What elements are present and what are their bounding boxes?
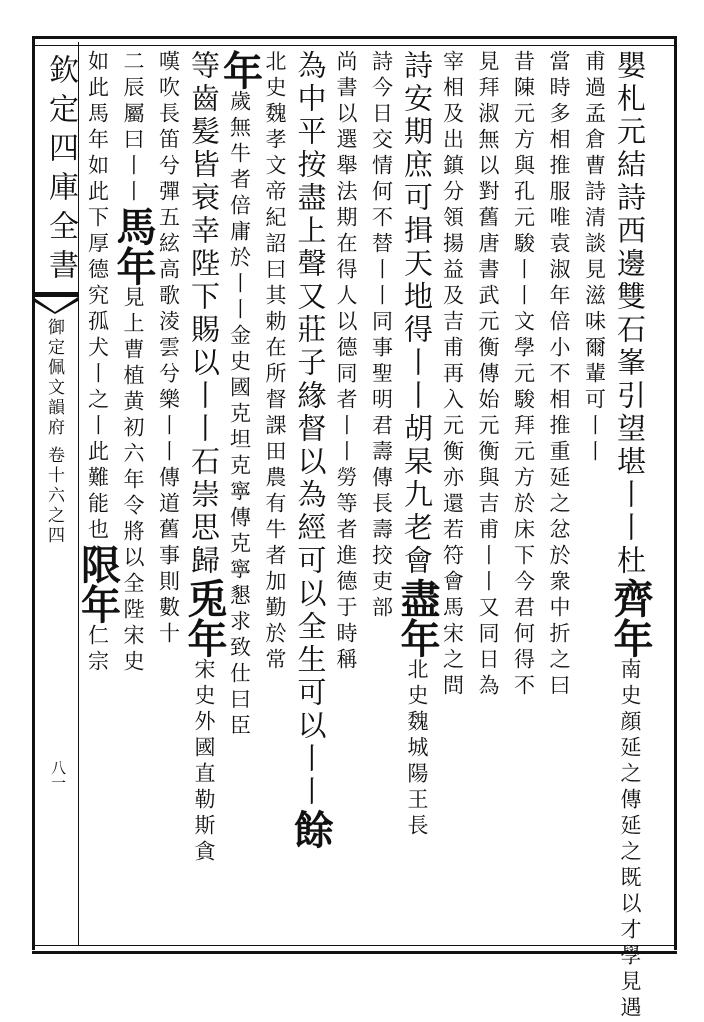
text-run: 等齒髪皆衰幸陛下賜以丨丨石崇思歸 (187, 50, 221, 578)
text-run: 二辰屬曰丨丨 (121, 50, 145, 206)
text-run: 下厚德究孤犬丨之丨此難能也 (85, 206, 110, 544)
text-run: 詩今日交情何不替丨丨同事聖明君 (369, 50, 394, 440)
headword: 年 (216, 50, 264, 90)
text-column (470, 50, 506, 700)
headword: 兎年 (181, 578, 228, 658)
text-run: 為中平按盡上聲又莊子緣督以為經可以全生可以丨丨 (293, 50, 328, 809)
text-run: 傳道舊事則數十 (156, 466, 181, 648)
text-column (577, 50, 613, 466)
text-column (257, 50, 293, 674)
text-run: 昔陳元方與孔元駿丨丨文學元駿拜元方於床下今君何得不 (511, 50, 536, 700)
text-column (541, 50, 577, 700)
text-run: 壽傳長壽挍吏部 (369, 440, 394, 622)
headword: 齊年 (607, 578, 654, 658)
text-column (607, 50, 654, 1022)
frame-right-border (674, 36, 677, 950)
text-run: 甫過孟倉曹詩清談見滋味爾輩可丨丨 (582, 50, 607, 466)
volume-label: 卷十六之四 (44, 446, 64, 546)
text-column (394, 50, 441, 840)
frame-left-border (32, 36, 35, 950)
text-column (151, 50, 187, 648)
text-column (287, 50, 335, 849)
text-run: 當時多相推服唯袁淑年倍小不相推重延之忿於衆中折之曰 (547, 50, 571, 700)
book-title: 欽定四庫全書 (43, 54, 78, 288)
text-column (506, 50, 542, 700)
fishtail-mark-icon (33, 292, 78, 314)
text-run: 北史魏城陽王長 (405, 658, 429, 840)
frame-bottom-border (32, 945, 677, 954)
frame-top-border (32, 36, 677, 46)
text-column (181, 50, 228, 866)
text-run: 北史魏孝文帝紀詔曰其勅在所督課田農有牛者加勤於常 (263, 50, 287, 674)
text-run: 歲無牛者倍庸於丨丨金史國克坦克寧傳克寧懇求致仕曰臣 (227, 90, 252, 740)
text-run: 嘆吹長笛兮彈五絃高歌淩雲兮樂丨丨 (156, 50, 181, 466)
headword: 限年 (74, 544, 122, 624)
text-run: 宰相及出鎮分領揚益及吉甫再入元衡亦還若符會馬宋之問 (440, 50, 465, 700)
headword: 餘 (287, 809, 335, 849)
text-run: 嬰札元結詩西邊雙石峯引望堪丨丨杜 (613, 50, 647, 578)
text-run: 宋史 (121, 624, 145, 676)
headword: 馬年 (110, 206, 157, 286)
book-subtitle: 御定佩文韻府 (44, 318, 64, 438)
text-column (364, 50, 400, 622)
text-run: 見上曹植黄初六年令將以全陛 (121, 286, 145, 624)
text-column (74, 50, 122, 676)
text-run: 南史顔延之傳延之既以才學見遇 (618, 658, 642, 1022)
text-column (328, 50, 364, 674)
text-run: 宋史外國直勒斯貪 (192, 658, 216, 866)
text-run: 尚書以選舉法期在得人以德同者丨丨勞等者進德于時稱 (334, 50, 358, 674)
text-run: 見拜淑無以對舊唐書武元衡傳始元衡與吉甫丨丨又同日為 (476, 50, 500, 700)
headword: 盡年 (394, 578, 441, 658)
text-run: 如此馬年如此 (85, 50, 110, 206)
text-run: 仁宗 (85, 624, 110, 676)
text-run: 詩安期庶可揖天地得丨丨胡杲九老會 (400, 50, 434, 578)
page-number: 八一 (49, 760, 67, 790)
